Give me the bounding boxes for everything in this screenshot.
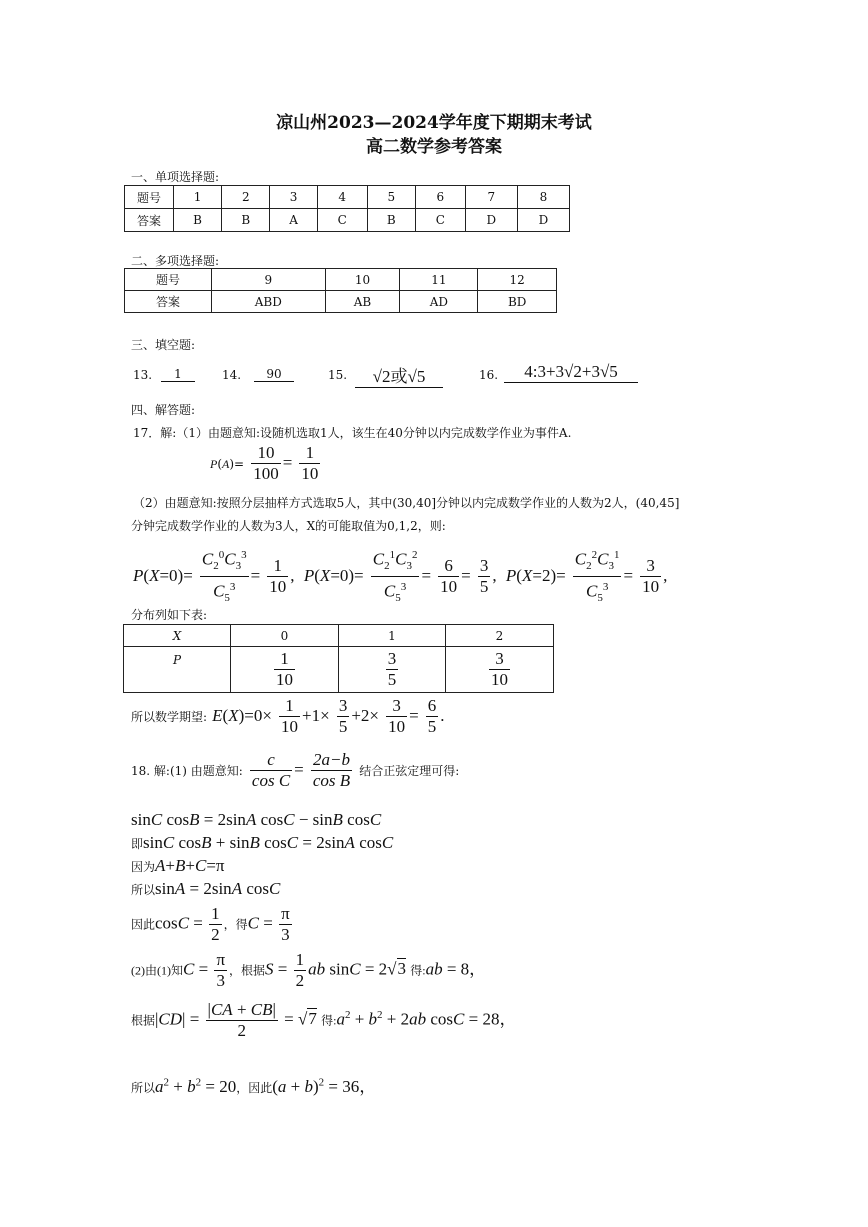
q18-equation-1: sinC cosB = 2sinA cosC − sinB cosC [131,810,382,829]
q17-probability-equations: P(X=0)= $\frac{C_2^0C_3^3}{C_5^3}$ = $\frac{1}{10}$ , P(X=0)= $\frac{C_2^1C_3^2}{C_5^3}$ = $\frac{6}{10}$ = $\frac{3}{5}$ , P(X=2)= $\frac{C_2^2C_3^1}{C_5^3}$ = $\frac{3}{10}$ , [133,545,667,608]
cell: B [222,209,270,232]
cell: C [415,209,465,232]
cell: 7 [465,186,517,209]
q17-part2-line2: 分钟完成数学作业的人数为3人，X的可能取值为0,1,2，则: [131,519,446,533]
q18-part2-equation: (2)由(1)知C = $\frac{\pi}{3}$ ，根据S = $\frac{1}{2}$ ab sinC = 2√3 得:ab = 8， [131,950,487,990]
prob-numerator: 3 [387,649,397,668]
distribution-table [123,624,554,693]
label-de: 得: [410,963,426,978]
q18-suffix: 结合正弦定理可得: [359,764,460,778]
q18-equation-2: 即sinC cosB + sinB cosC = 2sinA cosC [131,833,394,852]
label-thus: 因此 [131,917,156,932]
section2-heading: 二、多项选择题: [131,254,220,268]
cell: A [270,209,317,232]
dist-prob-cell [231,647,339,693]
single-choice-table [124,185,570,232]
prob-numerator: 1 [274,649,295,670]
cell: 6 [415,186,465,209]
prob-denominator: 10 [276,670,293,689]
cell: 11 [400,269,478,291]
fill-item-15-answer: √2或√5 [355,362,443,388]
q18-equation-5: 因此cosC = $\frac{1}{2}$ ，得C = $\frac{\pi}{3}$ [131,904,290,944]
section3-heading: 三、填空题: [131,338,196,352]
prob-denominator: 5 [387,670,397,689]
cell: 3 [270,186,317,209]
q18-prefix: 18. 解:(1) 由题意知: [131,764,243,778]
fill-item-13-number: 13. [133,368,153,382]
cell: 4 [317,186,367,209]
fill-item-14-number: 14. [222,368,242,382]
cell: D [517,209,569,232]
cell: 8 [517,186,569,209]
label-part2: (2)由(1)知 [131,963,183,978]
q18-part1-intro: 18. 解:(1) 由题意知: $\frac{c}{\text{cos C}}$ = $\frac{2a-b}{\text{cos B}}$ 结合正弦定理可得: [131,750,460,790]
section4-heading: 四、解答题: [131,403,196,417]
cell: 1 [174,186,222,209]
cell: B [174,209,222,232]
cell: 2 [222,186,270,209]
cell: 9 [212,269,326,291]
dist-header-cell: 2 [446,625,554,647]
fill-item-16-answer: 4:3+3√2+3√5 [504,362,638,383]
q18-equation-4: 所以sinA = 2sinA cosC [131,879,281,898]
dist-header-cell: 1 [339,625,446,647]
section1-heading: 一、单项选择题: [131,170,220,184]
dist-header-x: X [124,625,231,647]
dist-row-label: P [124,647,231,693]
q17-part2-line1: （2）由题意知:按照分层抽样方式选取5人，其中(30,40]分钟以内完成数学作业的人数为2人，(40,45] [133,496,680,510]
dist-header-cell: 0 [231,625,339,647]
q18-equation-3: 因为A+B+C=π [131,856,225,875]
row-header-answer: 答案 [125,209,174,232]
cell: C [317,209,367,232]
q18-vector-equation: 根据|CD| = $\frac{|CA + CB|}{2}$ = √7 得$:a^2 + b^2 + 2ab$ cosC = 28， [131,1000,517,1040]
cell: AB [325,291,400,313]
row-header-number: 题号 [125,186,174,209]
dist-prob-cell [446,647,554,693]
label-so-final: 所以 [131,1081,156,1095]
prob-denominator: 10 [491,670,508,689]
q17-probability-formula: P(A)= $\frac{10}{100}$ = $\frac{1}{10}$ [210,443,319,483]
label-so: 所以 [131,883,156,897]
row-header-answer: 答案 [125,291,212,313]
dist-prob-cell [339,647,446,693]
cell: B [367,209,415,232]
distribution-label: 分布列如下表: [131,608,208,622]
page-subtitle: 高二数学参考答案 [366,137,502,157]
q17-part1-text: 17．解:（1）由题意知:设随机选取1人，该生在40分钟以内完成数学作业为事件A. [133,426,572,440]
label-basis: ，根据 [229,963,266,978]
multi-choice-table [124,268,557,313]
cell: 5 [367,186,415,209]
label-basis2: 根据 [131,1013,156,1028]
fill-item-13-answer: 1 [161,367,195,382]
label-thus-final: ，因此 [236,1081,273,1095]
cell: 12 [478,269,557,291]
fill-item-16-number: 16. [479,368,499,382]
expectation-formula: 所以数学期望: E(X)=0× $\frac{1}{10}$ +1× $\frac{3}{5}$ +2× $\frac{3}{10}$ = $\frac{6}{5}$ . [131,696,445,736]
cell: ABD [212,291,326,313]
label-de2: 得: [321,1013,337,1028]
row-header-number: 题号 [125,269,212,291]
expectation-prefix: 所以数学期望: [131,710,208,724]
fill-item-14-answer: 90 [254,367,294,382]
fill-item-15-number: 15. [328,368,348,382]
label-because: 因为 [131,860,156,874]
cell: BD [478,291,557,313]
label-get: ，得 [223,917,248,932]
cell: 10 [325,269,400,291]
page-title: 凉山州2023—2024学年度下期期末考试 [276,113,592,133]
cell: AD [400,291,478,313]
q18-final-equation: 所以$a^2 + b^2 = 20$，因此$(a + b)^2 = 36$， [131,1076,377,1096]
prob-numerator: 3 [489,649,510,670]
cell: D [465,209,517,232]
